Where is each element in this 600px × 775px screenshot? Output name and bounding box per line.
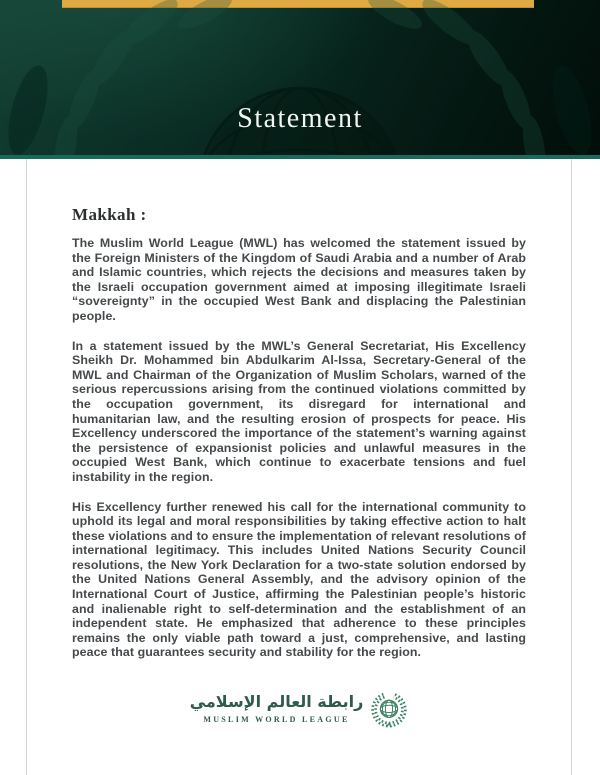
mwl-emblem-icon: [370, 688, 408, 728]
statement-paragraph-1: The Muslim World League (MWL) has welcomed the statement issued by the Foreign Ministers of the Kingdom of Saudi Arabia and a number of Arab and Islamic countries, which rejects the decisions and measures taken by the Israeli occupation government aimed at imposing illegitimate Israeli “sovereignty” in the occupied West Bank and displacing the Palestinian people.: [72, 236, 526, 323]
mwl-arabic-name: رابطة العالم الإسلامي: [189, 692, 364, 712]
mwl-english-name: MUSLIM WORLD LEAGUE: [203, 715, 350, 725]
mwl-logo-text: [190, 691, 364, 725]
statement-card: [26, 159, 572, 775]
mwl-logo: [72, 688, 526, 728]
statement-paragraph-2: In a statement issued by the MWL’s General Secretariat, His Excellency Sheikh Dr. Mohammed bin Abdulkarim Al-Issa, Secretary-General of the MWL and Chairman of the Organization of Muslim Scholars, warned of the serious repercussions arising from the continued violations committed by the occupation government, its disregard for international and humanitarian law, and the resulting erosion of prospects for peace. His Excellency underscored the importance of the statement’s warning against the persistence of expansionist policies and unlawful measures in the occupied West Bank, which continue to exacerbate tensions and fuel instability in the region.: [72, 338, 526, 484]
location-heading: Makkah :: [72, 205, 147, 224]
page-title: Statement: [237, 103, 363, 134]
header-banner: [0, 0, 600, 159]
statement-paragraph-3: His Excellency further renewed his call for the international community to uphold its legal and moral responsibilities by taking effective action to halt these violations and to ensure the implementation of relevant resolutions of international legitimacy. This includes United Nations Security Council resolutions, the New York Declaration for a two-state solution endorsed by the United Nations General Assembly, and the advisory opinion of the International Court of Justice, affirming the Palestinian people’s historic and inalienable right to self-determination and the establishment of an independent state. He emphasized that adherence to these principles remains the only viable path toward a just, comprehensive, and lasting peace that guarantees security and stability for the region.: [72, 499, 526, 660]
